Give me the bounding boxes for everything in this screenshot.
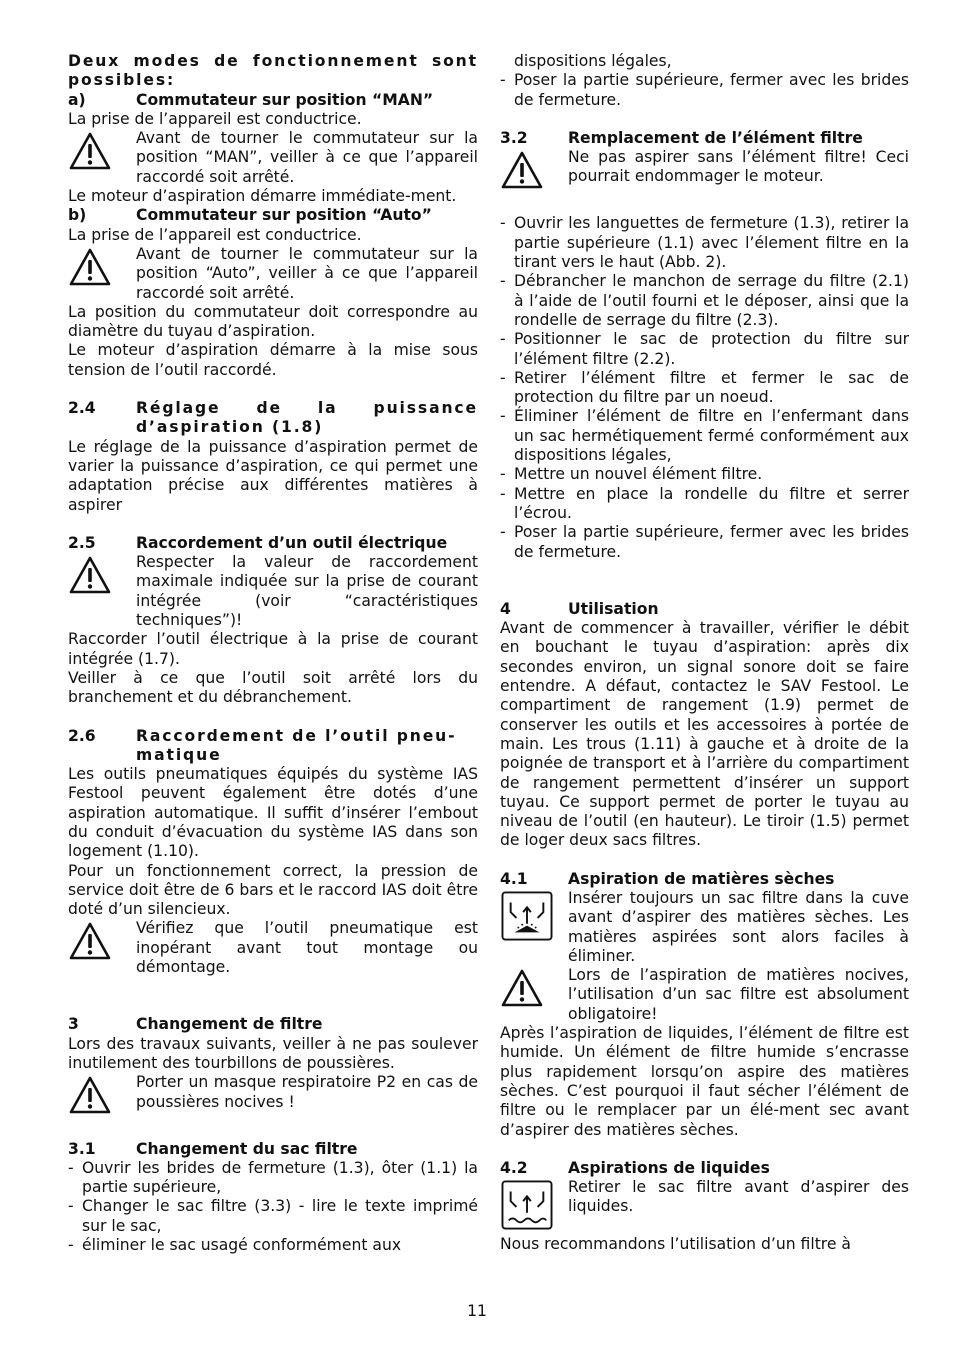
section-4-2-heading: 4.2 Aspirations de liquides <box>500 1158 770 1177</box>
section-4-text: Avant de commencer à travailler, vérifier le débit en bouchant le tuyau d’aspiration: après dix secondes environ, un signal sonore doit se faire entendre. A défaut, contactez le SAV Festool. Le compartiment de rangement (1.9) permet de conserver les outils et les accessoires à portée de main. Les trous (1.11) à gauche et à droite de la poignée de transport et à l’arrière du compartiment de rangement permettent d’insérer un support tuyau. Ce support permet de porter le tuyau au niveau de l’outil (en hauteur). Le tiroir (1.5) permet de loger deux sacs filtres. <box>500 619 909 850</box>
section-3-2-warning: Ne pas aspirer sans l’élément filtre! Ceci pourrait endommager le moteur. <box>500 148 909 195</box>
mode-b-after-2: Le moteur d’aspiration démarre à la mise sous tension de l’outil raccordé. <box>68 341 478 379</box>
section-4-1-dry-note: Insérer toujours un sac filtre dans la cuve avant d’aspirer des matières sèches. Les matières aspirées sont alors faciles à éliminer. <box>500 889 909 966</box>
warning-icon <box>68 1073 136 1120</box>
section-3-text: Lors des travaux suivants, veiller à ne pas soulever inutilement des tourbillons de poussières. <box>68 1034 478 1072</box>
section-2-4-text: Le réglage de la puissance d’aspiration permet de varier la puissance d’aspiration, ce qui permet une adaptation précise aux différentes matières à aspirer <box>68 437 478 514</box>
mode-a-warning: Avant de tourner le commutateur sur la position “MAN”, veiller à ce que l’appareil raccordé soit arrêté. <box>68 129 478 187</box>
list-item: - Positionner le sac de protection du filtre sur l’élément filtre (2.2). <box>500 330 909 369</box>
list-item: - Changer le sac filtre (3.3) - lire le texte imprimé sur le sac, <box>68 1197 478 1236</box>
mode-a-text: La prise de l’appareil est conductrice. <box>68 109 362 128</box>
mode-b-warning: Avant de tourner le commutateur sur la position “Auto”, veiller à ce que l’appareil raccordé soit arrêté. <box>68 245 478 303</box>
right-column <box>500 52 909 1255</box>
section-2-6-heading: 2.6 Raccordement de l’outil pneu-matique <box>68 726 457 764</box>
section-2-5-warning: Respecter la valeur de raccordement maximale indiquée sur la prise de courant intégrée (voir “caractéristiques techniques”)! <box>68 553 478 630</box>
section-2-5-heading: 2.5 Raccordement d’un outil électrique <box>68 533 448 552</box>
section-3-1-list <box>68 1159 478 1255</box>
section-3-1-heading: 3.1 Changement du sac filtre <box>68 1139 358 1158</box>
list-item: - Éliminer l’élément de filtre en l’enfermant dans un sac hermétiquement fermé conformément aux dispositions légales, <box>500 407 909 465</box>
section-2-5-text-1: Raccorder l’outil électrique à la prise de courant intégrée (1.7). <box>68 630 478 668</box>
section-4-1-warning: Lors de l’aspiration de matières nocives, l’utilisation d’un sac filtre est absolument obligatoire! <box>500 966 909 1024</box>
warning-icon <box>68 919 136 966</box>
dry-vacuum-icon <box>500 889 568 946</box>
wet-vacuum-icon <box>500 1178 568 1235</box>
mode-a-after: Le moteur d’aspiration démarre immédiate-ment. <box>68 187 457 206</box>
list-item: dispositions légales, <box>514 52 672 70</box>
section-3-2-heading: 3.2 Remplacement de l’élément filtre <box>500 128 863 147</box>
mode-b-text: La prise de l’appareil est conductrice. <box>68 225 362 244</box>
section-4-1-heading: 4.1 Aspiration de matières sèches <box>500 869 835 888</box>
list-item: - Débrancher le manchon de serrage du filtre (2.1) à l’aide de l’outil fourni et le déposer, ainsi que la rondelle de serrage du filtre (2.3). <box>500 272 909 330</box>
section-2-6-warning: Vérifiez que l’outil pneumatique est inopérant avant tout montage ou démontage. <box>68 919 478 977</box>
warning-icon <box>500 148 568 195</box>
page-number: 11 <box>467 1302 487 1320</box>
warning-icon <box>68 129 136 176</box>
list-item: - Poser la partie supérieure, fermer avec les brides de fermeture. <box>500 71 909 110</box>
section-2-6-text-2: Pour un fonctionnement correct, la pression de service doit être de 6 bars et le raccord IAS doit être doté d’un silencieux. <box>68 861 478 919</box>
left-column <box>68 52 478 1255</box>
modes-title: Deux modes de fonctionnement sont possibles: <box>68 52 478 90</box>
section-3-heading: 3 Changement de filtre <box>68 1015 323 1034</box>
list-item: - Retirer l’élément filtre et fermer le sac de protection du filtre par un noeud. <box>500 369 909 408</box>
section-4-1-text: Après l’aspiration de liquides, l’élément de filtre est humide. Un élément de filtre humide s’encrasse plus rapidement lorsqu’on aspire des matières sèches. C’est pourquoi il faut sécher l’élément de filtre ou le remplacer par un élé-ment sec avant d’aspirer des matières sèches. <box>500 1024 909 1139</box>
section-3-warning: Porter un masque respiratoire P2 en cas de poussières nocives ! <box>68 1073 478 1120</box>
section-4-2-text: Nous recommandons l’utilisation d’un filtre à <box>500 1235 851 1254</box>
section-3-1-list-continued <box>500 52 909 110</box>
section-4-2-wet-note: Retirer le sac filtre avant d’aspirer des liquides. <box>500 1178 909 1235</box>
section-3-2-list <box>500 214 909 561</box>
list-item: - éliminer le sac usagé conformément aux <box>68 1236 478 1255</box>
section-4-heading: 4 Utilisation <box>500 599 659 618</box>
mode-a-heading: a) Commutateur sur position “MAN” <box>68 90 434 109</box>
list-item: - Mettre un nouvel élément filtre. <box>500 465 909 484</box>
section-2-4-heading: 2.4 Réglage de la puissance d’aspiration (1.8) <box>68 399 478 437</box>
list-item: - Ouvrir les languettes de fermeture (1.3), retirer la partie supérieure (1.1) avec l’élement filtre en la tirant vers le haut (Abb. 2). <box>500 214 909 272</box>
list-item: - Ouvrir les brides de fermeture (1.3), ôter (1.1) la partie supérieure, <box>68 1159 478 1198</box>
list-item: - Mettre en place la rondelle du filtre et serrer l’écrou. <box>500 485 909 524</box>
list-item: - Poser la partie supérieure, fermer avec les brides de fermeture. <box>500 523 909 562</box>
section-2-5-text-2: Veiller à ce que l’outil soit arrêté lors du branchement et du débranchement. <box>68 668 478 707</box>
mode-b-heading: b) Commutateur sur position “Auto” <box>68 206 432 225</box>
warning-icon <box>500 966 568 1013</box>
warning-icon <box>68 245 136 292</box>
warning-icon <box>68 553 136 600</box>
mode-b-after-1: La position du commutateur doit correspondre au diamètre du tuyau d’aspiration. <box>68 302 478 341</box>
section-2-6-text-1: Les outils pneumatiques équipés du système IAS Festool peuvent également être dotés d’une aspiration automatique. Il suffit d’insérer l’embout du conduit d’évacuation du système IAS dans son logement (1.10). <box>68 765 478 861</box>
